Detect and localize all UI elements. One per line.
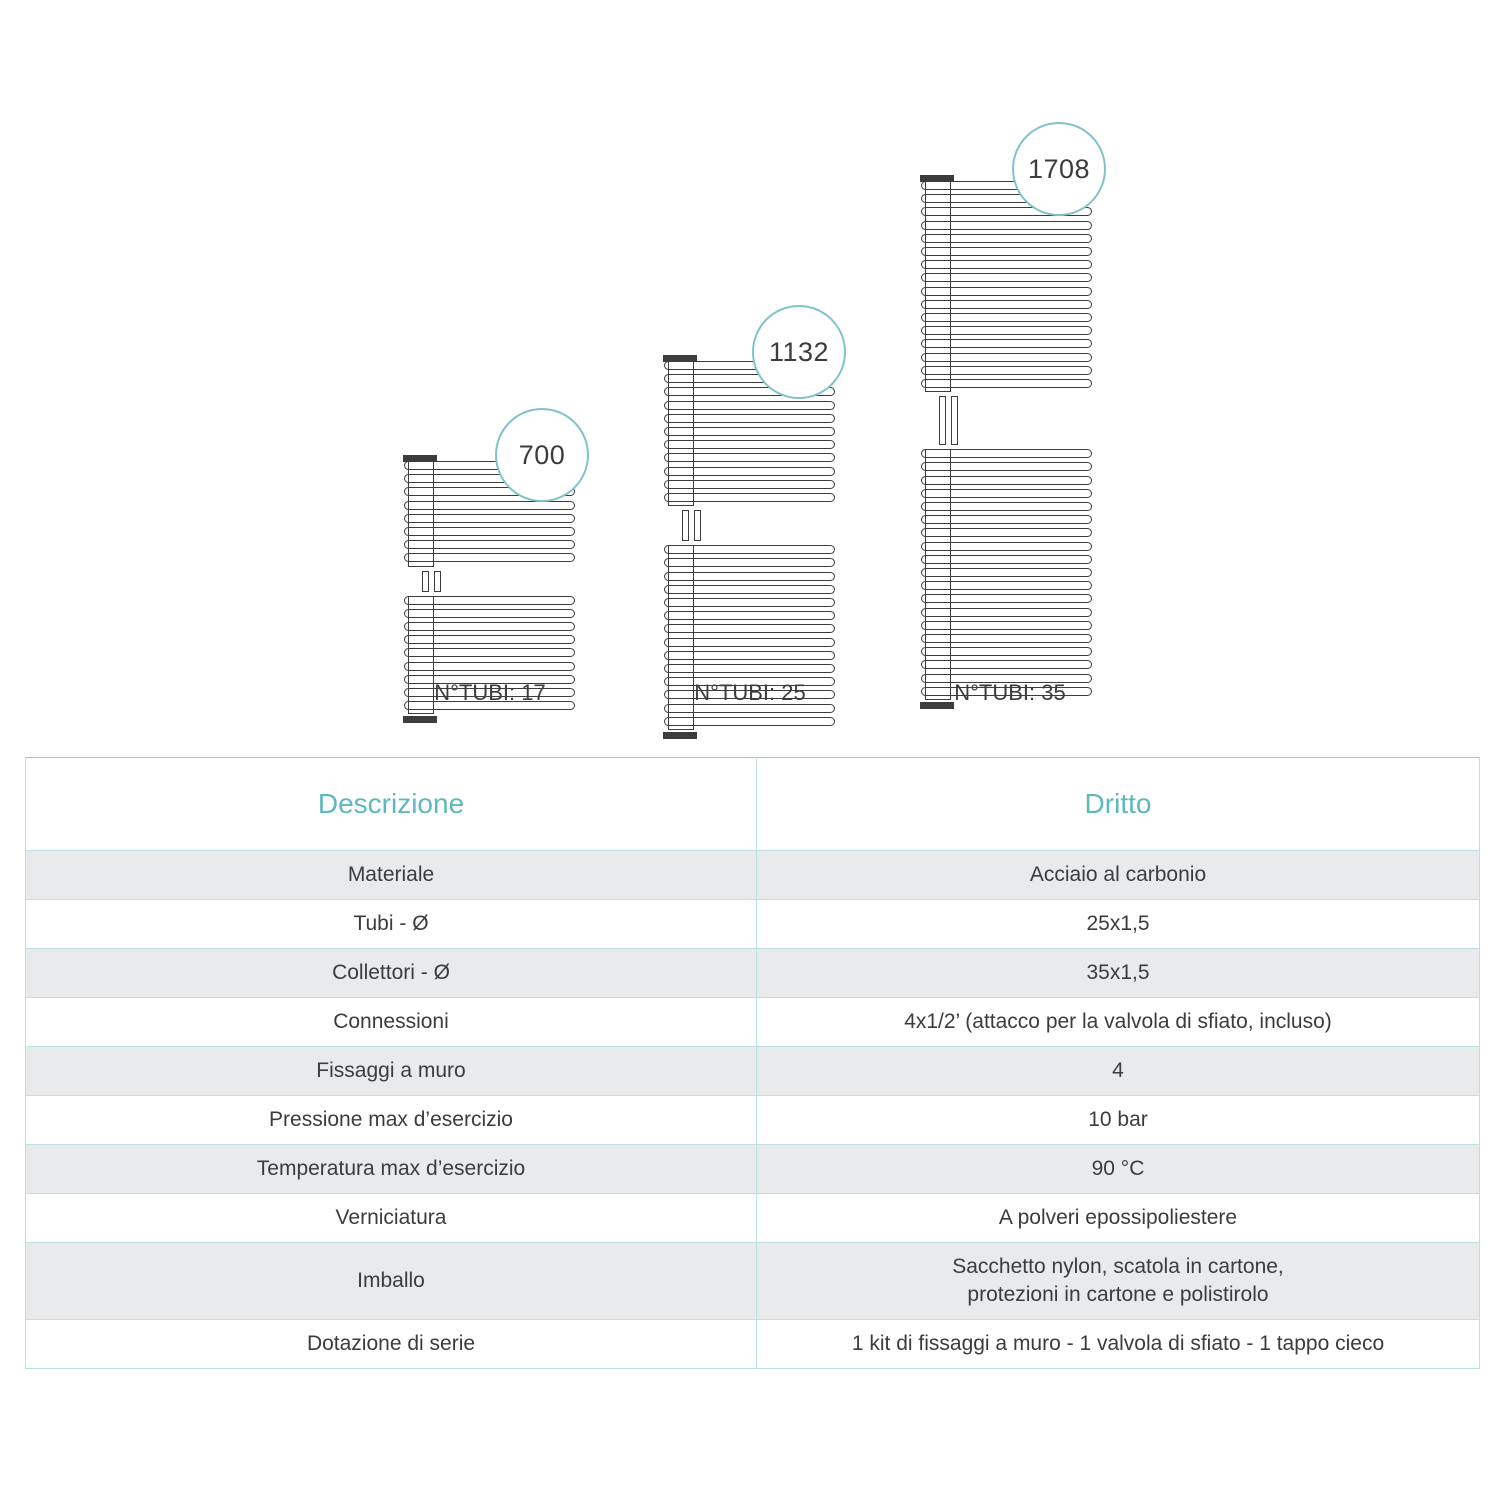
row-value: 4x1/2’ (attacco per la valvola di sfiato, incluso) bbox=[757, 998, 1480, 1047]
table-body bbox=[26, 758, 1480, 1369]
row-label: Connessioni bbox=[26, 998, 757, 1047]
row-value: 1 kit di fissaggi a muro - 1 valvola di sfiato - 1 tappo cieco bbox=[757, 1320, 1480, 1369]
header-value: Dritto bbox=[757, 758, 1480, 851]
row-label: Fissaggi a muro bbox=[26, 1047, 757, 1096]
callout-700-value: 700 bbox=[518, 439, 566, 470]
row-label: Materiale bbox=[26, 851, 757, 900]
table-row bbox=[26, 851, 1480, 900]
callout-700 bbox=[495, 408, 589, 502]
row-label: Tubi - Ø bbox=[26, 900, 757, 949]
table-row bbox=[26, 1145, 1480, 1194]
radiator-collector bbox=[925, 181, 951, 392]
table-row bbox=[26, 949, 1480, 998]
radiator-riser-pipe bbox=[951, 396, 958, 445]
radiator-body bbox=[658, 355, 843, 665]
row-label: Pressione max d’esercizio bbox=[26, 1096, 757, 1145]
row-value: Acciaio al carbonio bbox=[757, 851, 1480, 900]
radiator-riser-pipe bbox=[682, 510, 689, 541]
callout-1132-value: 1132 bbox=[768, 336, 830, 367]
tubes-label-1708: N°TUBI: 35 bbox=[954, 680, 1066, 705]
table-row bbox=[26, 1243, 1480, 1320]
row-value: 35x1,5 bbox=[757, 949, 1480, 998]
radiator-end-cap bbox=[403, 716, 437, 723]
tubes-label-1132: N°TUBI: 25 bbox=[694, 680, 806, 705]
tubes-label-700: N°TUBI: 17 bbox=[434, 680, 546, 705]
row-label: Collettori - Ø bbox=[26, 949, 757, 998]
table-row bbox=[26, 900, 1480, 949]
radiator-collector bbox=[668, 361, 694, 506]
radiator-riser-pipe bbox=[694, 510, 701, 541]
callout-1708-value: 1708 bbox=[1027, 153, 1091, 184]
callout-1132 bbox=[752, 305, 846, 399]
radiator-collector bbox=[408, 461, 434, 567]
row-value: A polveri epossipoliestere bbox=[757, 1194, 1480, 1243]
radiator-riser-pipe bbox=[939, 396, 946, 445]
row-value-line2: protezioni in cartone e polistirolo bbox=[967, 1283, 1269, 1306]
row-value-line1: Sacchetto nylon, scatola in cartone, bbox=[952, 1254, 1284, 1278]
radiator-riser-pipe bbox=[422, 571, 429, 592]
row-label: Imballo bbox=[26, 1243, 757, 1320]
specifications-table bbox=[25, 757, 1480, 1369]
row-value: 90 °C bbox=[757, 1145, 1480, 1194]
radiator-model-1708 bbox=[915, 175, 1100, 665]
header-description: Descrizione bbox=[26, 758, 757, 851]
row-value: 4 bbox=[757, 1047, 1480, 1096]
radiator-collector bbox=[925, 449, 951, 700]
radiator-riser-pipe bbox=[434, 571, 441, 592]
row-label: Verniciatura bbox=[26, 1194, 757, 1243]
radiator-body bbox=[915, 175, 1100, 665]
table-header-row bbox=[26, 758, 1480, 851]
table-row bbox=[26, 998, 1480, 1047]
row-value bbox=[757, 1243, 1480, 1320]
table-row bbox=[26, 1096, 1480, 1145]
table-row bbox=[26, 1194, 1480, 1243]
radiator-diagram bbox=[0, 0, 1500, 730]
row-label: Dotazione di serie bbox=[26, 1320, 757, 1369]
row-value: 10 bar bbox=[757, 1096, 1480, 1145]
table-row bbox=[26, 1047, 1480, 1096]
row-label: Temperatura max d’esercizio bbox=[26, 1145, 757, 1194]
radiator-end-cap bbox=[663, 732, 697, 739]
radiator-model-1132 bbox=[658, 355, 843, 665]
table-row bbox=[26, 1320, 1480, 1369]
callout-1708 bbox=[1012, 122, 1106, 216]
row-value: 25x1,5 bbox=[757, 900, 1480, 949]
